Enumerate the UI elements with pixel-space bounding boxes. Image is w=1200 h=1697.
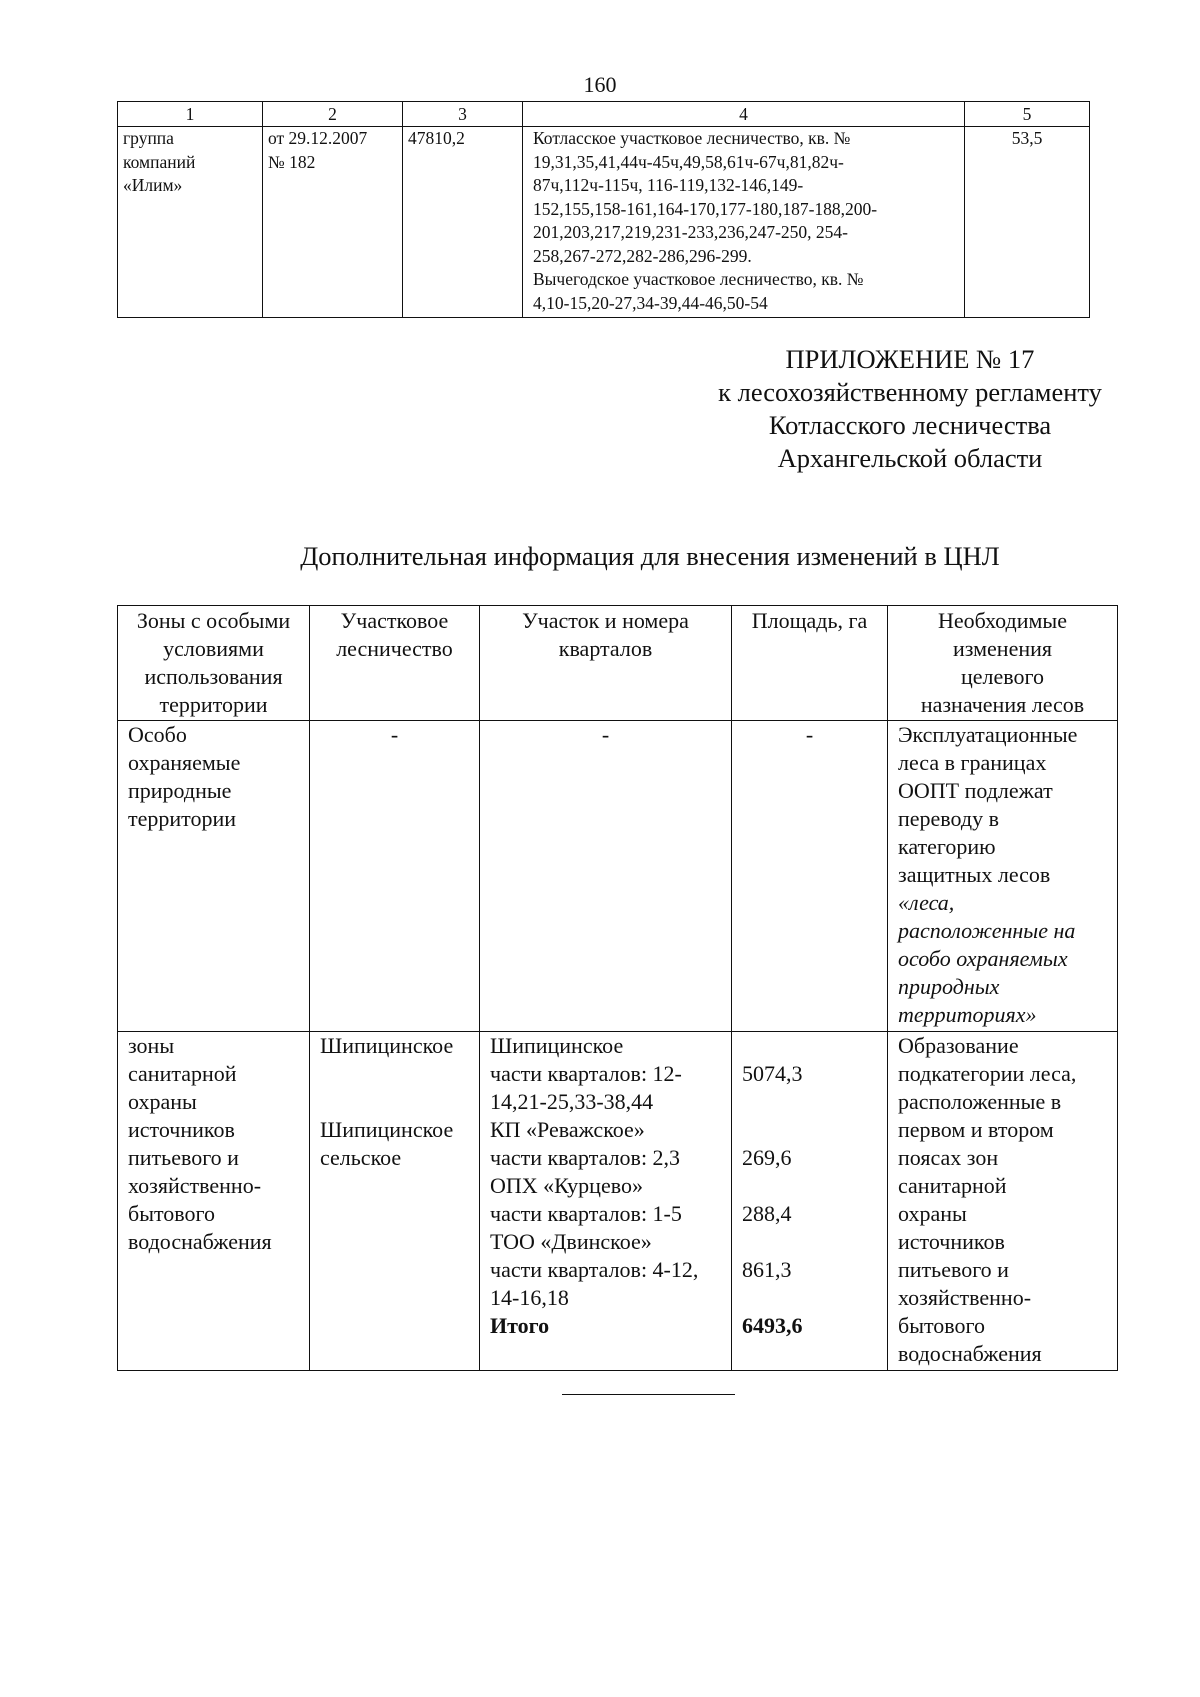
column-number-2: 2 xyxy=(263,102,403,127)
plots-cell: - xyxy=(480,721,732,1032)
changes-cell: Образование подкатегории леса, расположенные в первом и втором поясах зон санитарной охраны источников питьевого и хозяйственно- бытового водоснабжения xyxy=(888,1032,1118,1371)
main-table xyxy=(117,605,1118,1371)
end-divider xyxy=(562,1394,735,1395)
total-value: 6493,6 xyxy=(742,1313,803,1338)
value-cell: 53,5 xyxy=(965,127,1090,318)
table-row xyxy=(118,721,1118,1032)
changes-category-italic: «леса, расположенные на особо охраняемых природных территориях» xyxy=(898,890,1076,1027)
table-row xyxy=(118,127,1090,318)
continuation-table xyxy=(117,101,1090,318)
forestry-cell: - xyxy=(310,721,480,1032)
plot-quarters: части кварталов: 4-12, 14-16,18 xyxy=(490,1257,699,1310)
quarters-cell: Котласское участковое лесничество, кв. № 19,31,35,41,44ч-45ч,49,58,61ч-67ч,81,82ч- 87ч,112ч-115ч, 116-119,132-146,149- 152,155,158-161,164-170,177-180,187-188,200- 201,203,217,219,231-233,236,247-250, 254- 258,267-272,282-286,296-299. Вычегодское участковое лесничество, кв. № 4,10-15,20-27,34-39,44-46,50-54 xyxy=(523,127,965,318)
plot-quarters: части кварталов: 2,3 xyxy=(490,1145,681,1170)
plot-name: КП «Реважское» xyxy=(490,1117,645,1142)
column-number-5: 5 xyxy=(965,102,1090,127)
area-value: 269,6 xyxy=(742,1145,792,1170)
changes-text: Эксплуатационные леса в границах ООПТ подлежат переводу в категорию защитных лесов xyxy=(898,722,1078,887)
plot-name: ОПХ «Курцево» xyxy=(490,1173,643,1198)
organization-cell: группа компаний «Илим» xyxy=(118,127,263,318)
document-title: Дополнительная информация для внесения изменений в ЦНЛ xyxy=(300,541,1000,571)
appendix-line-forestry: Котласского лесничества xyxy=(768,410,1052,440)
area-cell: - xyxy=(732,721,888,1032)
plot-quarters: части кварталов: 12- 14,21-25,33-38,44 xyxy=(490,1061,682,1114)
zone-cell: Особо охраняемые природные территории xyxy=(118,721,310,1032)
area-value: 861,3 xyxy=(742,1257,792,1282)
area-value: 5074,3 xyxy=(742,1061,803,1086)
forestry-name: Шипицинское xyxy=(320,1033,454,1058)
appendix-line-regulation: к лесохозяйственному регламенту xyxy=(718,377,1102,407)
plots-cell xyxy=(480,1032,732,1371)
appendix-line-region: Архангельской области xyxy=(777,443,1043,473)
header-area: Площадь, га xyxy=(732,606,888,721)
table-row xyxy=(118,1032,1118,1371)
appendix-heading xyxy=(600,343,1200,475)
column-number-4: 4 xyxy=(523,102,965,127)
changes-cell xyxy=(888,721,1118,1032)
header-changes: Необходимые изменения целевого назначения лесов xyxy=(888,606,1118,721)
total-label: Итого xyxy=(490,1313,550,1338)
plot-quarters: части кварталов: 1-5 xyxy=(490,1201,682,1226)
column-number-1: 1 xyxy=(118,102,263,127)
area-cell xyxy=(732,1032,888,1371)
plot-name: ТОО «Двинское» xyxy=(490,1229,652,1254)
main-table-header xyxy=(118,606,1118,721)
column-number-3: 3 xyxy=(403,102,523,127)
page-number: 160 xyxy=(583,72,617,97)
continuation-table-header xyxy=(118,102,1090,127)
header-plots: Участок и номера кварталов xyxy=(480,606,732,721)
zone-cell: зоны санитарной охраны источников питьевого и хозяйственно- бытового водоснабжения xyxy=(118,1032,310,1371)
plot-name: Шипицинское xyxy=(490,1033,624,1058)
contract-cell: от 29.12.2007 № 182 xyxy=(263,127,403,318)
header-zones: Зоны с особыми условиями использования территории xyxy=(118,606,310,721)
area-cell: 47810,2 xyxy=(403,127,523,318)
forestry-cell xyxy=(310,1032,480,1371)
appendix-number: ПРИЛОЖЕНИЕ № 17 xyxy=(785,344,1035,374)
area-value: 288,4 xyxy=(742,1201,792,1226)
forestry-name: Шипицинское сельское xyxy=(320,1117,454,1170)
header-forestry: Участковое лесничество xyxy=(310,606,480,721)
